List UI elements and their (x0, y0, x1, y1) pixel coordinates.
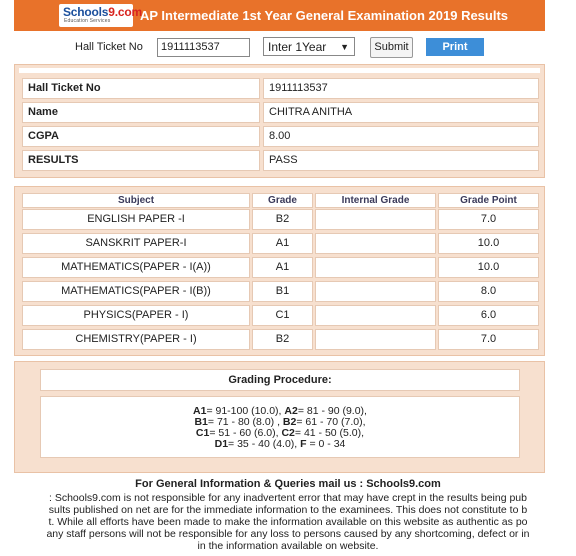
cell-subject: MATHEMATICS(PAPER - I(A)) (22, 257, 250, 278)
grade-range: = 0 - 34 (306, 438, 346, 450)
grade-code: D1 (214, 438, 229, 450)
cell-grade: C1 (252, 305, 313, 326)
grade-range: = 71 - 80 (8.0) , (207, 416, 283, 428)
grade-range: = 51 - 60 (6.0), (209, 427, 282, 439)
info-value: 1911113537 (263, 78, 539, 99)
logo-tagline: Education Services (64, 18, 111, 24)
grading-panel (14, 361, 545, 473)
grading-scale (41, 406, 519, 450)
grade-range: = 35 - 40 (4.0), (228, 438, 301, 450)
logo-accent: 9.com (108, 5, 142, 19)
marks-table (14, 186, 545, 356)
info-row (22, 150, 539, 171)
cell-grade: A1 (252, 257, 313, 278)
grade-code: F (300, 438, 307, 450)
cell-internal (315, 257, 436, 278)
cell-point: 7.0 (438, 209, 539, 230)
cell-point: 6.0 (438, 305, 539, 326)
cell-grade: A1 (252, 233, 313, 254)
info-value: PASS (263, 150, 539, 171)
grade-range: = 41 - 50 (5.0), (294, 427, 365, 439)
cell-internal (315, 281, 436, 302)
grade-code: A2 (284, 405, 298, 417)
column-header: Grade (252, 193, 313, 208)
info-row (22, 78, 539, 99)
cell-subject: PHYSICS(PAPER - I) (22, 305, 250, 326)
cell-internal (315, 209, 436, 230)
info-label: Name (22, 102, 260, 123)
panel-spacer (14, 64, 545, 73)
grade-range: = 91-100 (10.0), (206, 405, 285, 417)
hall-ticket-input[interactable]: 1911113537 (157, 38, 250, 57)
cell-grade: B1 (252, 281, 313, 302)
info-label: Hall Ticket No (22, 78, 260, 99)
cell-point: 10.0 (438, 233, 539, 254)
print-button[interactable]: Print (426, 38, 484, 56)
page-title: AP Intermediate 1st Year General Examination 2019 Results (140, 8, 509, 23)
disclaimer-line: in the information available on website. (197, 541, 379, 552)
schools9-logo[interactable] (59, 4, 142, 27)
logo-text: Schools (63, 5, 109, 19)
column-header: Internal Grade (315, 193, 436, 208)
cell-grade: B2 (252, 209, 313, 230)
info-label: CGPA (22, 126, 260, 147)
cell-internal (315, 233, 436, 254)
cell-subject: MATHEMATICS(PAPER - I(B)) (22, 281, 250, 302)
grade-code: C2 (281, 427, 295, 439)
search-form (14, 37, 545, 59)
column-header: Subject (22, 193, 250, 208)
cell-point: 7.0 (438, 329, 539, 350)
grade-code: A1 (193, 405, 207, 417)
grade-range: = 81 - 90 (9.0), (297, 405, 367, 417)
grading-title-box (40, 369, 520, 391)
info-label: RESULTS (22, 150, 260, 171)
grade-code: B2 (282, 416, 297, 428)
results-page (14, 0, 545, 450)
disclaimer-line: t. While all efforts have been made to make the information available on this website as authentic as po (48, 517, 528, 528)
cell-point: 8.0 (438, 281, 539, 302)
footer-contact: For General Information & Queries mail us : Schools9.com (135, 478, 441, 490)
cell-internal (315, 305, 436, 326)
cell-subject: SANSKRIT PAPER-I (22, 233, 250, 254)
page-header (14, 0, 545, 31)
info-row (22, 102, 539, 123)
cell-subject: CHEMISTRY(PAPER - I) (22, 329, 250, 350)
submit-button[interactable]: Submit (370, 37, 413, 58)
disclaimer-line: any staff persons will not be responsible for any loss to persons caused by any shortcoming, defect or in (46, 529, 530, 540)
cell-point: 10.0 (438, 257, 539, 278)
grading-line (41, 439, 519, 450)
grade-range: = 61 - 70 (7.0), (296, 416, 366, 428)
disclaimer-line: sults published on net are for the immediate information to the examinees. This does not constitute to b (48, 505, 528, 516)
disclaimer-line: : Schools9.com is not responsible for any inadvertent error that may have crept in the results being pub (48, 493, 527, 504)
dropdown-arrow-icon: ▼ (340, 42, 349, 52)
cell-subject: ENGLISH PAPER -I (22, 209, 250, 230)
year-select-value: Inter 1Year (268, 40, 327, 54)
year-select[interactable] (263, 37, 355, 56)
info-value: 8.00 (263, 126, 539, 147)
info-value: CHITRA ANITHA (263, 102, 539, 123)
column-header: Grade Point (438, 193, 539, 208)
cell-grade: B2 (252, 329, 313, 350)
student-info-panel (14, 73, 545, 178)
cell-internal (315, 329, 436, 350)
grading-title: Grading Procedure: (228, 374, 332, 386)
grade-code: C1 (195, 427, 210, 439)
grade-code: B1 (194, 416, 208, 428)
hall-ticket-label: Hall Ticket No (75, 41, 143, 53)
grading-scale-box (40, 396, 520, 458)
info-row (22, 126, 539, 147)
